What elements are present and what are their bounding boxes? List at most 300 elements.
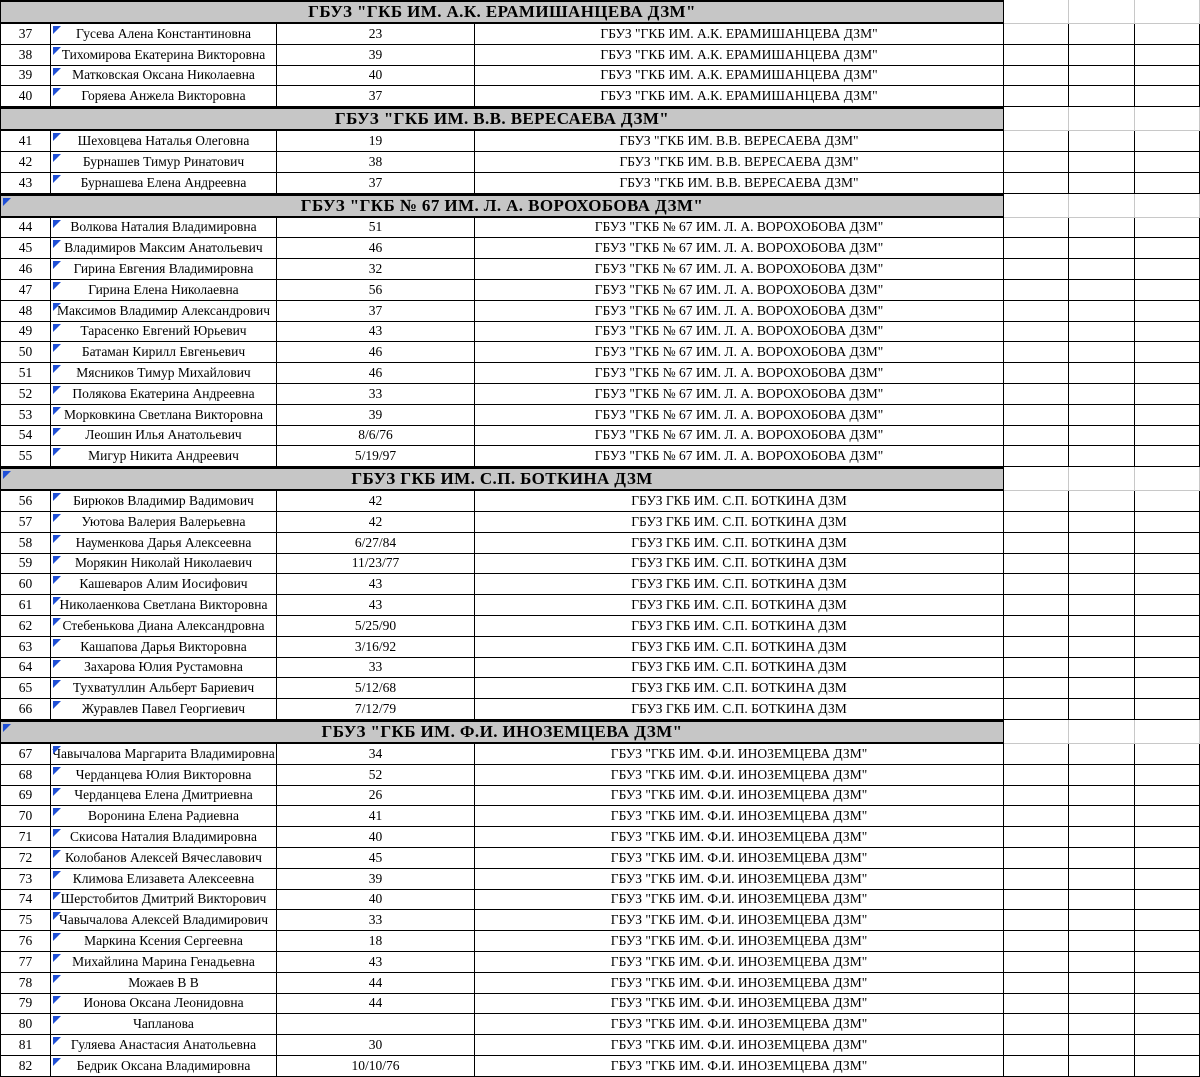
empty-cell[interactable] xyxy=(1069,658,1135,679)
organization-cell[interactable]: ГБУЗ "ГКБ ИМ. Ф.И. ИНОЗЕМЦЕВА ДЗМ" xyxy=(475,973,1004,994)
row-number-cell[interactable]: 44 xyxy=(0,218,51,239)
empty-cell[interactable] xyxy=(1135,512,1200,533)
age-cell[interactable]: 51 xyxy=(277,218,475,239)
age-cell[interactable]: 40 xyxy=(277,66,475,87)
table-row[interactable] xyxy=(0,765,1200,786)
empty-cell[interactable] xyxy=(1069,194,1135,218)
empty-cell[interactable] xyxy=(1069,786,1135,807)
age-cell[interactable]: 43 xyxy=(277,322,475,343)
empty-cell[interactable] xyxy=(1135,973,1200,994)
empty-cell[interactable] xyxy=(1069,931,1135,952)
age-cell[interactable]: 7/12/79 xyxy=(277,699,475,720)
table-row[interactable] xyxy=(0,786,1200,807)
age-cell[interactable]: 3/16/92 xyxy=(277,637,475,658)
organization-cell[interactable]: ГБУЗ "ГКБ № 67 ИМ. Л. А. ВОРОХОБОВА ДЗМ" xyxy=(475,405,1004,426)
comment-indicator-icon[interactable] xyxy=(53,788,61,796)
organization-cell[interactable]: ГБУЗ "ГКБ ИМ. Ф.И. ИНОЗЕМЦЕВА ДЗМ" xyxy=(475,952,1004,973)
table-row[interactable] xyxy=(0,405,1200,426)
row-number-cell[interactable]: 62 xyxy=(0,616,51,637)
organization-cell[interactable]: ГБУЗ "ГКБ ИМ. Ф.И. ИНОЗЕМЦЕВА ДЗМ" xyxy=(475,1035,1004,1056)
comment-indicator-icon[interactable] xyxy=(53,428,61,436)
age-cell[interactable]: 5/25/90 xyxy=(277,616,475,637)
row-number-cell[interactable]: 52 xyxy=(0,384,51,405)
empty-cell[interactable] xyxy=(1069,280,1135,301)
comment-indicator-icon[interactable] xyxy=(53,996,61,1004)
organization-cell[interactable]: ГБУЗ "ГКБ ИМ. Ф.И. ИНОЗЕМЦЕВА ДЗМ" xyxy=(475,786,1004,807)
comment-indicator-icon[interactable] xyxy=(53,175,61,183)
empty-cell[interactable] xyxy=(1004,342,1069,363)
table-row[interactable] xyxy=(0,931,1200,952)
organization-cell[interactable]: ГБУЗ "ГКБ ИМ. Ф.И. ИНОЗЕМЦЕВА ДЗМ" xyxy=(475,910,1004,931)
table-row[interactable] xyxy=(0,806,1200,827)
empty-cell[interactable] xyxy=(1069,554,1135,575)
empty-cell[interactable] xyxy=(1069,259,1135,280)
comment-indicator-icon[interactable] xyxy=(53,47,61,55)
age-cell[interactable]: 42 xyxy=(277,512,475,533)
empty-cell[interactable] xyxy=(1135,827,1200,848)
row-number-cell[interactable]: 72 xyxy=(0,848,51,869)
empty-cell[interactable] xyxy=(1004,533,1069,554)
empty-cell[interactable] xyxy=(1135,66,1200,87)
empty-cell[interactable] xyxy=(1069,45,1135,66)
empty-cell[interactable] xyxy=(1004,910,1069,931)
empty-cell[interactable] xyxy=(1069,24,1135,45)
age-cell[interactable]: 56 xyxy=(277,280,475,301)
empty-cell[interactable] xyxy=(1004,152,1069,173)
age-cell[interactable]: 26 xyxy=(277,786,475,807)
comment-indicator-icon[interactable] xyxy=(53,407,61,415)
row-number-cell[interactable]: 64 xyxy=(0,658,51,679)
empty-cell[interactable] xyxy=(1135,931,1200,952)
full-name-cell[interactable]: Колобанов Алексей Вячеславович xyxy=(51,848,277,869)
empty-cell[interactable] xyxy=(1004,1056,1069,1077)
row-number-cell[interactable]: 49 xyxy=(0,322,51,343)
age-cell[interactable]: 43 xyxy=(277,574,475,595)
organization-cell[interactable]: ГБУЗ "ГКБ № 67 ИМ. Л. А. ВОРОХОБОВА ДЗМ" xyxy=(475,280,1004,301)
row-number-cell[interactable]: 75 xyxy=(0,910,51,931)
row-number-cell[interactable]: 41 xyxy=(0,131,51,152)
organization-cell[interactable]: ГБУЗ ГКБ ИМ. С.П. БОТКИНА ДЗМ xyxy=(475,595,1004,616)
full-name-cell[interactable]: Скисова Наталия Владимировна xyxy=(51,827,277,848)
age-cell[interactable]: 41 xyxy=(277,806,475,827)
full-name-cell[interactable]: Науменкова Дарья Алексеевна xyxy=(51,533,277,554)
full-name-cell[interactable]: Уютова Валерия Валерьевна xyxy=(51,512,277,533)
table-row[interactable] xyxy=(0,744,1200,765)
organization-cell[interactable]: ГБУЗ "ГКБ № 67 ИМ. Л. А. ВОРОХОБОВА ДЗМ" xyxy=(475,363,1004,384)
empty-cell[interactable] xyxy=(1069,533,1135,554)
table-row[interactable] xyxy=(0,848,1200,869)
empty-cell[interactable] xyxy=(1004,554,1069,575)
row-number-cell[interactable]: 40 xyxy=(0,86,51,107)
table-row[interactable] xyxy=(0,1014,1200,1035)
comment-indicator-icon[interactable] xyxy=(53,535,61,543)
full-name-cell[interactable]: Бурнашев Тимур Ринатович xyxy=(51,152,277,173)
age-cell[interactable]: 34 xyxy=(277,744,475,765)
age-cell[interactable]: 37 xyxy=(277,86,475,107)
full-name-cell[interactable]: Захарова Юлия Рустамовна xyxy=(51,658,277,679)
comment-indicator-icon[interactable] xyxy=(53,386,61,394)
empty-cell[interactable] xyxy=(1069,363,1135,384)
organization-cell[interactable]: ГБУЗ "ГКБ ИМ. А.К. ЕРАМИШАНЦЕВА ДЗМ" xyxy=(475,24,1004,45)
empty-cell[interactable] xyxy=(1069,720,1135,744)
organization-cell[interactable]: ГБУЗ ГКБ ИМ. С.П. БОТКИНА ДЗМ xyxy=(475,658,1004,679)
empty-cell[interactable] xyxy=(1004,467,1069,491)
empty-cell[interactable] xyxy=(1069,1035,1135,1056)
comment-indicator-icon[interactable] xyxy=(53,68,61,76)
empty-cell[interactable] xyxy=(1004,301,1069,322)
full-name-cell[interactable]: Николаенкова Светлана Викторовна xyxy=(51,595,277,616)
organization-cell[interactable]: ГБУЗ ГКБ ИМ. С.П. БОТКИНА ДЗМ xyxy=(475,512,1004,533)
age-cell[interactable]: 39 xyxy=(277,45,475,66)
empty-cell[interactable] xyxy=(1004,66,1069,87)
full-name-cell[interactable]: Журавлев Павел Георгиевич xyxy=(51,699,277,720)
row-number-cell[interactable]: 82 xyxy=(0,1056,51,1077)
comment-indicator-icon[interactable] xyxy=(53,808,61,816)
row-number-cell[interactable]: 60 xyxy=(0,574,51,595)
empty-cell[interactable] xyxy=(1069,131,1135,152)
empty-cell[interactable] xyxy=(1069,952,1135,973)
section-header-row[interactable] xyxy=(0,467,1200,491)
comment-indicator-icon[interactable] xyxy=(53,324,61,332)
empty-cell[interactable] xyxy=(1004,786,1069,807)
table-row[interactable] xyxy=(0,173,1200,194)
full-name-cell[interactable]: Волкова Наталия Владимировна xyxy=(51,218,277,239)
empty-cell[interactable] xyxy=(1135,595,1200,616)
empty-cell[interactable] xyxy=(1004,994,1069,1015)
full-name-cell[interactable]: Бурнашева Елена Андреевна xyxy=(51,173,277,194)
empty-cell[interactable] xyxy=(1135,786,1200,807)
section-header-row[interactable] xyxy=(0,194,1200,218)
age-cell[interactable]: 39 xyxy=(277,405,475,426)
full-name-cell[interactable]: Леошин Илья Анатольевич xyxy=(51,426,277,447)
organization-cell[interactable]: ГБУЗ "ГКБ № 67 ИМ. Л. А. ВОРОХОБОВА ДЗМ" xyxy=(475,259,1004,280)
table-row[interactable] xyxy=(0,66,1200,87)
organization-cell[interactable]: ГБУЗ "ГКБ № 67 ИМ. Л. А. ВОРОХОБОВА ДЗМ" xyxy=(475,342,1004,363)
empty-cell[interactable] xyxy=(1004,699,1069,720)
full-name-cell[interactable]: Михайлина Марина Генадьевна xyxy=(51,952,277,973)
organization-cell[interactable]: ГБУЗ "ГКБ № 67 ИМ. Л. А. ВОРОХОБОВА ДЗМ" xyxy=(475,426,1004,447)
organization-cell[interactable]: ГБУЗ "ГКБ ИМ. В.В. ВЕРЕСАЕВА ДЗМ" xyxy=(475,152,1004,173)
empty-cell[interactable] xyxy=(1004,890,1069,911)
age-cell[interactable]: 33 xyxy=(277,910,475,931)
row-number-cell[interactable]: 43 xyxy=(0,173,51,194)
table-row[interactable] xyxy=(0,994,1200,1015)
row-number-cell[interactable]: 53 xyxy=(0,405,51,426)
empty-cell[interactable] xyxy=(1069,994,1135,1015)
empty-cell[interactable] xyxy=(1004,931,1069,952)
row-number-cell[interactable]: 57 xyxy=(0,512,51,533)
empty-cell[interactable] xyxy=(1004,806,1069,827)
empty-cell[interactable] xyxy=(1135,720,1200,744)
row-number-cell[interactable]: 47 xyxy=(0,280,51,301)
table-row[interactable] xyxy=(0,426,1200,447)
table-row[interactable] xyxy=(0,533,1200,554)
empty-cell[interactable] xyxy=(1069,869,1135,890)
empty-cell[interactable] xyxy=(1135,45,1200,66)
organization-cell[interactable]: ГБУЗ "ГКБ № 67 ИМ. Л. А. ВОРОХОБОВА ДЗМ" xyxy=(475,384,1004,405)
full-name-cell[interactable]: Шеховцева Наталья Олеговна xyxy=(51,131,277,152)
table-row[interactable] xyxy=(0,827,1200,848)
empty-cell[interactable] xyxy=(1004,238,1069,259)
full-name-cell[interactable]: Батаман Кирилл Евгеньевич xyxy=(51,342,277,363)
comment-indicator-icon[interactable] xyxy=(53,618,61,626)
comment-indicator-icon[interactable] xyxy=(53,240,61,248)
age-cell[interactable]: 30 xyxy=(277,1035,475,1056)
empty-cell[interactable] xyxy=(1135,994,1200,1015)
comment-indicator-icon[interactable] xyxy=(53,954,61,962)
organization-cell[interactable]: ГБУЗ ГКБ ИМ. С.П. БОТКИНА ДЗМ xyxy=(475,574,1004,595)
table-row[interactable] xyxy=(0,322,1200,343)
age-cell[interactable]: 33 xyxy=(277,658,475,679)
section-header-title[interactable]: ГБУЗ "ГКБ ИМ. В.В. ВЕРЕСАЕВА ДЗМ" xyxy=(0,107,1004,131)
empty-cell[interactable] xyxy=(1135,194,1200,218)
full-name-cell[interactable]: Чапланова xyxy=(51,1014,277,1035)
empty-cell[interactable] xyxy=(1004,86,1069,107)
comment-indicator-icon[interactable] xyxy=(53,303,61,311)
full-name-cell[interactable]: Ионова Оксана Леонидовна xyxy=(51,994,277,1015)
empty-cell[interactable] xyxy=(1069,107,1135,131)
full-name-cell[interactable]: Бедрик Оксана Владимировна xyxy=(51,1056,277,1077)
empty-cell[interactable] xyxy=(1069,678,1135,699)
table-row[interactable] xyxy=(0,1056,1200,1077)
row-number-cell[interactable]: 58 xyxy=(0,533,51,554)
comment-indicator-icon[interactable] xyxy=(53,597,61,605)
full-name-cell[interactable]: Черданцева Елена Дмитриевна xyxy=(51,786,277,807)
empty-cell[interactable] xyxy=(1004,574,1069,595)
empty-cell[interactable] xyxy=(1069,342,1135,363)
empty-cell[interactable] xyxy=(1004,1014,1069,1035)
row-number-cell[interactable]: 74 xyxy=(0,890,51,911)
empty-cell[interactable] xyxy=(1135,765,1200,786)
full-name-cell[interactable]: Морякин Николай Николаевич xyxy=(51,554,277,575)
row-number-cell[interactable]: 63 xyxy=(0,637,51,658)
empty-cell[interactable] xyxy=(1069,574,1135,595)
empty-cell[interactable] xyxy=(1004,869,1069,890)
empty-cell[interactable] xyxy=(1135,152,1200,173)
comment-indicator-icon[interactable] xyxy=(53,1058,61,1066)
full-name-cell[interactable]: Морковкина Светлана Викторовна xyxy=(51,405,277,426)
organization-cell[interactable]: ГБУЗ "ГКБ № 67 ИМ. Л. А. ВОРОХОБОВА ДЗМ" xyxy=(475,218,1004,239)
full-name-cell[interactable]: Шерстобитов Дмитрий Викторович xyxy=(51,890,277,911)
table-row[interactable] xyxy=(0,890,1200,911)
empty-cell[interactable] xyxy=(1069,467,1135,491)
full-name-cell[interactable]: Черданцева Юлия Викторовна xyxy=(51,765,277,786)
comment-indicator-icon[interactable] xyxy=(53,701,61,709)
empty-cell[interactable] xyxy=(1004,45,1069,66)
empty-cell[interactable] xyxy=(1004,848,1069,869)
comment-indicator-icon[interactable] xyxy=(53,660,61,668)
age-cell[interactable]: 43 xyxy=(277,952,475,973)
empty-cell[interactable] xyxy=(1135,238,1200,259)
organization-cell[interactable]: ГБУЗ "ГКБ ИМ. Ф.И. ИНОЗЕМЦЕВА ДЗМ" xyxy=(475,931,1004,952)
age-cell[interactable]: 37 xyxy=(277,301,475,322)
empty-cell[interactable] xyxy=(1069,384,1135,405)
row-number-cell[interactable]: 61 xyxy=(0,595,51,616)
section-header-title[interactable]: ГБУЗ "ГКБ ИМ. А.К. ЕРАМИШАНЦЕВА ДЗМ" xyxy=(0,0,1004,24)
empty-cell[interactable] xyxy=(1135,446,1200,467)
empty-cell[interactable] xyxy=(1004,616,1069,637)
table-row[interactable] xyxy=(0,259,1200,280)
section-header-title[interactable]: ГБУЗ "ГКБ ИМ. Ф.И. ИНОЗЕМЦЕВА ДЗМ" xyxy=(0,720,1004,744)
full-name-cell[interactable]: Владимиров Максим Анатольевич xyxy=(51,238,277,259)
age-cell[interactable]: 44 xyxy=(277,994,475,1015)
empty-cell[interactable] xyxy=(1135,890,1200,911)
full-name-cell[interactable]: Гирина Елена Николаевна xyxy=(51,280,277,301)
row-number-cell[interactable]: 42 xyxy=(0,152,51,173)
age-cell[interactable]: 46 xyxy=(277,342,475,363)
organization-cell[interactable]: ГБУЗ ГКБ ИМ. С.П. БОТКИНА ДЗМ xyxy=(475,491,1004,512)
table-row[interactable] xyxy=(0,24,1200,45)
organization-cell[interactable]: ГБУЗ "ГКБ ИМ. А.К. ЕРАМИШАНЦЕВА ДЗМ" xyxy=(475,66,1004,87)
empty-cell[interactable] xyxy=(1004,363,1069,384)
age-cell[interactable]: 46 xyxy=(277,363,475,384)
empty-cell[interactable] xyxy=(1004,426,1069,447)
row-number-cell[interactable]: 56 xyxy=(0,491,51,512)
empty-cell[interactable] xyxy=(1004,744,1069,765)
empty-cell[interactable] xyxy=(1069,446,1135,467)
age-cell[interactable]: 37 xyxy=(277,173,475,194)
full-name-cell[interactable]: Тухватуллин Альберт Бариевич xyxy=(51,678,277,699)
empty-cell[interactable] xyxy=(1069,1056,1135,1077)
row-number-cell[interactable]: 48 xyxy=(0,301,51,322)
comment-indicator-icon[interactable] xyxy=(53,282,61,290)
table-row[interactable] xyxy=(0,574,1200,595)
empty-cell[interactable] xyxy=(1135,806,1200,827)
empty-cell[interactable] xyxy=(1069,152,1135,173)
comment-indicator-icon[interactable] xyxy=(53,344,61,352)
empty-cell[interactable] xyxy=(1135,218,1200,239)
comment-indicator-icon[interactable] xyxy=(53,871,61,879)
empty-cell[interactable] xyxy=(1135,744,1200,765)
organization-cell[interactable]: ГБУЗ "ГКБ ИМ. Ф.И. ИНОЗЕМЦЕВА ДЗМ" xyxy=(475,1014,1004,1035)
organization-cell[interactable]: ГБУЗ "ГКБ № 67 ИМ. Л. А. ВОРОХОБОВА ДЗМ" xyxy=(475,322,1004,343)
comment-indicator-icon[interactable] xyxy=(53,767,61,775)
empty-cell[interactable] xyxy=(1135,363,1200,384)
empty-cell[interactable] xyxy=(1004,720,1069,744)
row-number-cell[interactable]: 65 xyxy=(0,678,51,699)
empty-cell[interactable] xyxy=(1135,24,1200,45)
organization-cell[interactable]: ГБУЗ "ГКБ ИМ. Ф.И. ИНОЗЕМЦЕВА ДЗМ" xyxy=(475,1056,1004,1077)
empty-cell[interactable] xyxy=(1135,574,1200,595)
table-row[interactable] xyxy=(0,301,1200,322)
full-name-cell[interactable]: Гирина Евгения Владимировна xyxy=(51,259,277,280)
table-row[interactable] xyxy=(0,152,1200,173)
age-cell[interactable]: 6/27/84 xyxy=(277,533,475,554)
table-row[interactable] xyxy=(0,86,1200,107)
comment-indicator-icon[interactable] xyxy=(53,933,61,941)
empty-cell[interactable] xyxy=(1004,194,1069,218)
empty-cell[interactable] xyxy=(1135,533,1200,554)
age-cell[interactable]: 8/6/76 xyxy=(277,426,475,447)
empty-cell[interactable] xyxy=(1135,491,1200,512)
section-header-title[interactable]: ГБУЗ "ГКБ № 67 ИМ. Л. А. ВОРОХОБОВА ДЗМ" xyxy=(0,194,1004,218)
full-name-cell[interactable]: Горяева Анжела Викторовна xyxy=(51,86,277,107)
comment-indicator-icon[interactable] xyxy=(53,850,61,858)
table-row[interactable] xyxy=(0,952,1200,973)
full-name-cell[interactable]: Гуляева Анастасия Анатольевна xyxy=(51,1035,277,1056)
full-name-cell[interactable]: Гусева Алена Константиновна xyxy=(51,24,277,45)
table-row[interactable] xyxy=(0,658,1200,679)
empty-cell[interactable] xyxy=(1135,467,1200,491)
empty-cell[interactable] xyxy=(1004,107,1069,131)
row-number-cell[interactable]: 79 xyxy=(0,994,51,1015)
row-number-cell[interactable]: 51 xyxy=(0,363,51,384)
row-number-cell[interactable]: 37 xyxy=(0,24,51,45)
empty-cell[interactable] xyxy=(1069,218,1135,239)
empty-cell[interactable] xyxy=(1004,973,1069,994)
empty-cell[interactable] xyxy=(1069,491,1135,512)
table-row[interactable] xyxy=(0,384,1200,405)
empty-cell[interactable] xyxy=(1135,322,1200,343)
age-cell[interactable]: 40 xyxy=(277,890,475,911)
comment-indicator-icon[interactable] xyxy=(53,133,61,141)
comment-indicator-icon[interactable] xyxy=(53,639,61,647)
comment-indicator-icon[interactable] xyxy=(3,471,11,479)
empty-cell[interactable] xyxy=(1069,1014,1135,1035)
full-name-cell[interactable]: Чавычалова Алексей Владимирович xyxy=(51,910,277,931)
empty-cell[interactable] xyxy=(1135,384,1200,405)
age-cell[interactable]: 46 xyxy=(277,238,475,259)
row-number-cell[interactable]: 59 xyxy=(0,554,51,575)
comment-indicator-icon[interactable] xyxy=(53,154,61,162)
organization-cell[interactable]: ГБУЗ "ГКБ ИМ. В.В. ВЕРЕСАЕВА ДЗМ" xyxy=(475,131,1004,152)
age-cell[interactable]: 43 xyxy=(277,595,475,616)
full-name-cell[interactable]: Кашапова Дарья Викторовна xyxy=(51,637,277,658)
section-header-row[interactable] xyxy=(0,720,1200,744)
full-name-cell[interactable]: Тарасенко Евгений Юрьевич xyxy=(51,322,277,343)
empty-cell[interactable] xyxy=(1069,765,1135,786)
row-number-cell[interactable]: 39 xyxy=(0,66,51,87)
row-number-cell[interactable]: 38 xyxy=(0,45,51,66)
comment-indicator-icon[interactable] xyxy=(53,680,61,688)
comment-indicator-icon[interactable] xyxy=(53,26,61,34)
organization-cell[interactable]: ГБУЗ "ГКБ № 67 ИМ. Л. А. ВОРОХОБОВА ДЗМ" xyxy=(475,301,1004,322)
row-number-cell[interactable]: 67 xyxy=(0,744,51,765)
table-row[interactable] xyxy=(0,238,1200,259)
empty-cell[interactable] xyxy=(1135,910,1200,931)
table-row[interactable] xyxy=(0,1035,1200,1056)
empty-cell[interactable] xyxy=(1135,405,1200,426)
organization-cell[interactable]: ГБУЗ "ГКБ ИМ. А.К. ЕРАМИШАНЦЕВА ДЗМ" xyxy=(475,86,1004,107)
empty-cell[interactable] xyxy=(1135,869,1200,890)
age-cell[interactable]: 11/23/77 xyxy=(277,554,475,575)
comment-indicator-icon[interactable] xyxy=(53,88,61,96)
comment-indicator-icon[interactable] xyxy=(53,261,61,269)
full-name-cell[interactable]: Климова Елизавета Алексеевна xyxy=(51,869,277,890)
empty-cell[interactable] xyxy=(1135,259,1200,280)
full-name-cell[interactable]: Максимов Владимир Александрович xyxy=(51,301,277,322)
organization-cell[interactable]: ГБУЗ ГКБ ИМ. С.П. БОТКИНА ДЗМ xyxy=(475,533,1004,554)
table-row[interactable] xyxy=(0,45,1200,66)
comment-indicator-icon[interactable] xyxy=(53,975,61,983)
row-number-cell[interactable]: 71 xyxy=(0,827,51,848)
organization-cell[interactable]: ГБУЗ ГКБ ИМ. С.П. БОТКИНА ДЗМ xyxy=(475,616,1004,637)
comment-indicator-icon[interactable] xyxy=(53,493,61,501)
empty-cell[interactable] xyxy=(1004,173,1069,194)
row-number-cell[interactable]: 80 xyxy=(0,1014,51,1035)
empty-cell[interactable] xyxy=(1004,131,1069,152)
empty-cell[interactable] xyxy=(1069,86,1135,107)
full-name-cell[interactable]: Бирюков Владимир Вадимович xyxy=(51,491,277,512)
comment-indicator-icon[interactable] xyxy=(53,829,61,837)
row-number-cell[interactable]: 55 xyxy=(0,446,51,467)
empty-cell[interactable] xyxy=(1069,910,1135,931)
empty-cell[interactable] xyxy=(1135,301,1200,322)
empty-cell[interactable] xyxy=(1135,616,1200,637)
empty-cell[interactable] xyxy=(1135,107,1200,131)
age-cell[interactable]: 38 xyxy=(277,152,475,173)
organization-cell[interactable]: ГБУЗ "ГКБ ИМ. Ф.И. ИНОЗЕМЦЕВА ДЗМ" xyxy=(475,869,1004,890)
